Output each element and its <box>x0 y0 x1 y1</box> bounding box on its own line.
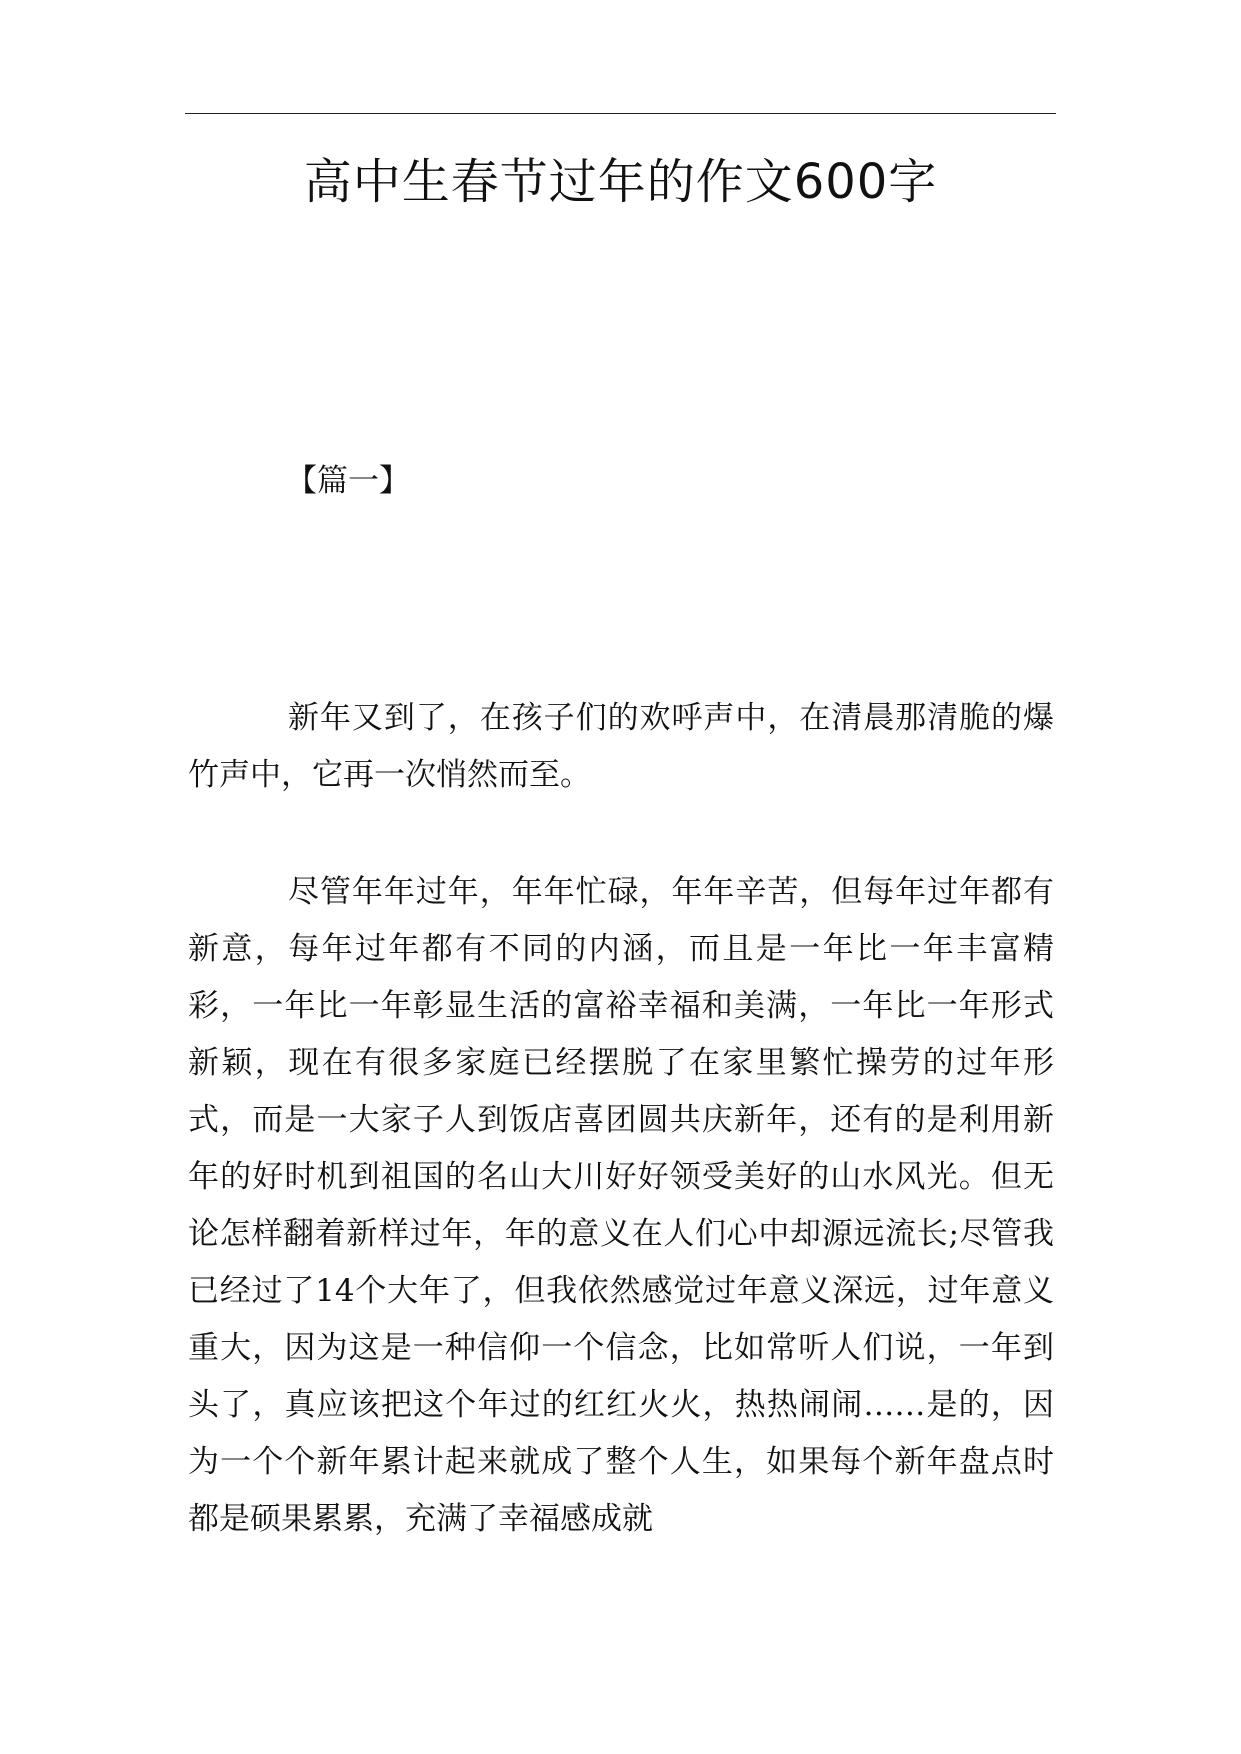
paragraph-2: 尽管年年过年，年年忙碌，年年辛苦，但每年过年都有新意，每年过年都有不同的内涵，而且是一年比一年丰富精彩，一年比一年彰显生活的富裕幸福和美满，一年比一年形式新颖，现在有很多家庭已经摆脱了在家里繁忙操劳的过年形式，而是一大家子人到饭店喜团圆共庆新年，还有的是利用新年的好时机到祖国的名山大川好好领受美好的山水风光。但无论怎样翻着新样过年，年的意义在人们心中却源远流长;尽管我已经过了14个大年了，但我依然感觉过年意义深远，过年意义重大，因为这是一种信仰一个信念，比如常听人们说，一年到头了，真应该把这个年过的红红火火，热热闹闹……是的，因为一个个新年累计起来就成了整个人生，如果每个新年盘点时都是硕果累累，充满了幸福感成就 <box>188 874 1054 1537</box>
document-title: 高中生春节过年的作文600字 <box>303 154 938 210</box>
section-label: 【篇一】 <box>286 463 410 499</box>
paragraph-1: 新年又到了，在孩子们的欢呼声中，在清晨那清脆的爆竹声中，它再一次悄然而至。 <box>188 700 1054 793</box>
header-rule <box>185 113 1056 114</box>
